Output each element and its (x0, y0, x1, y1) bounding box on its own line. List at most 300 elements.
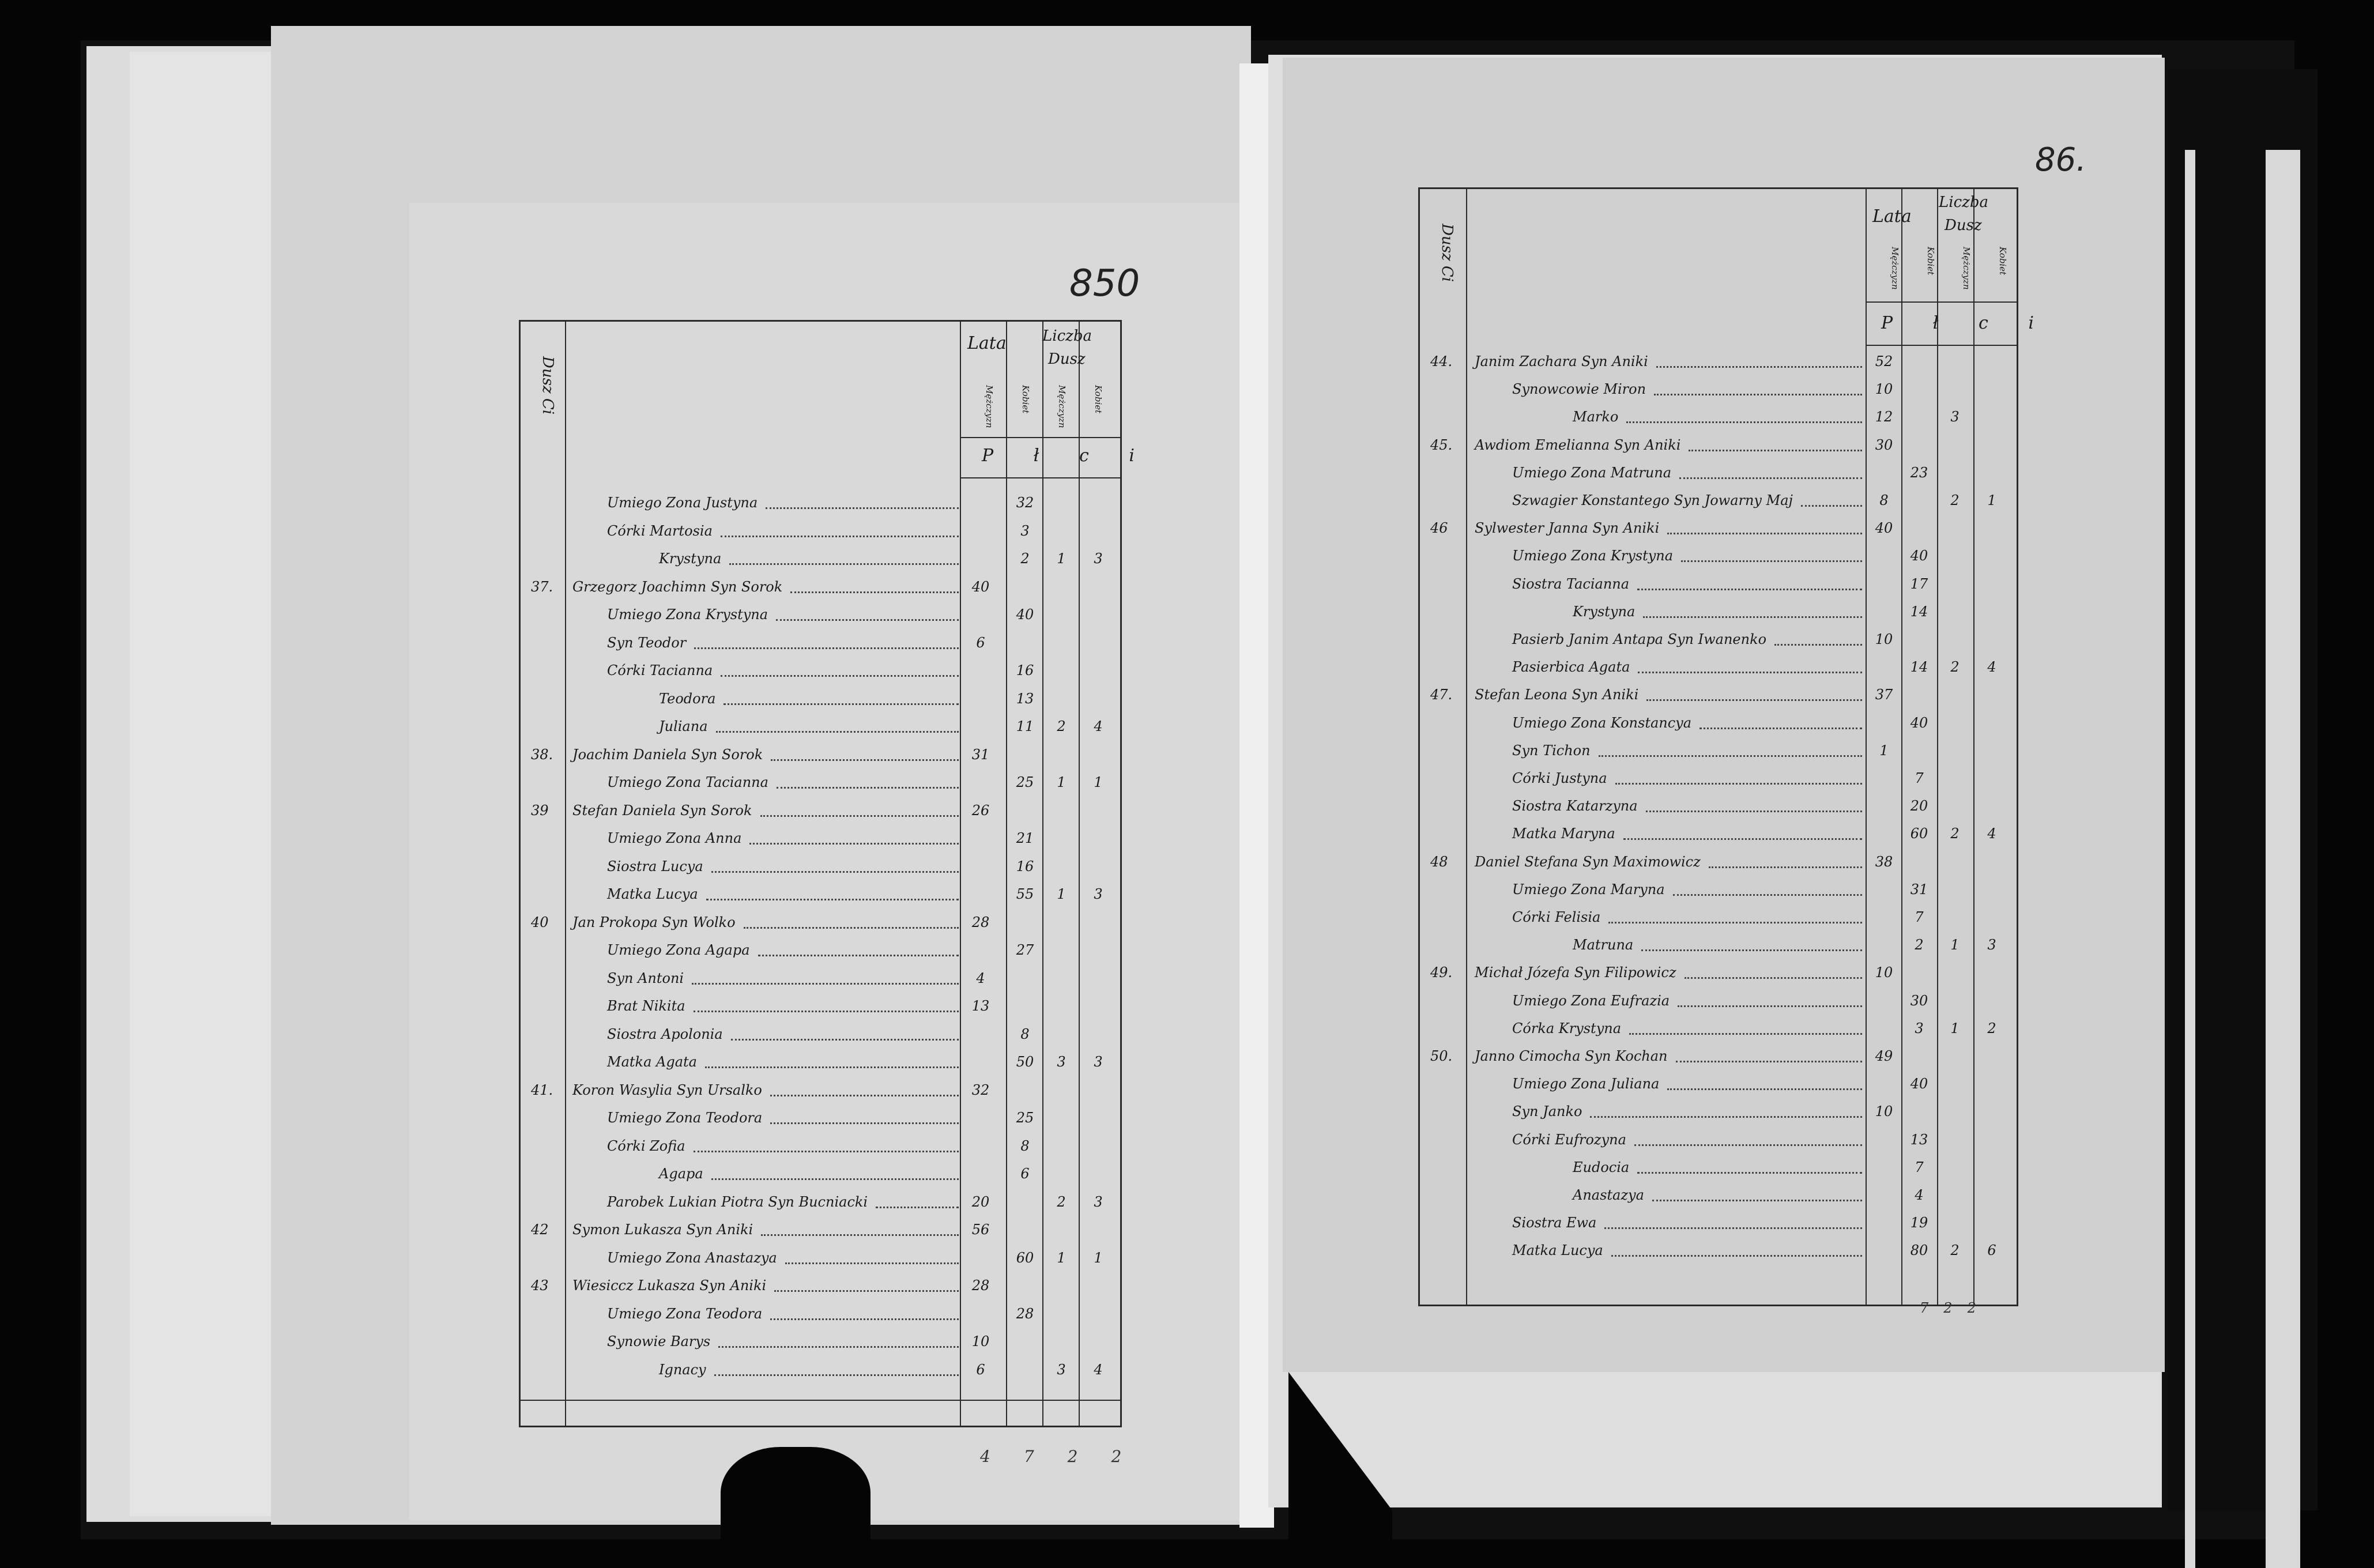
entry-name: Umiego Zona Juliana (1512, 1076, 1660, 1092)
count-cell: 4 (1987, 826, 1996, 842)
entry-name: Symon Lukasza Syn Aniki (572, 1222, 753, 1238)
count-cell: 40 (1875, 520, 1893, 537)
entry-number: 45. (1430, 436, 1453, 453)
ledger-row (521, 635, 1120, 658)
ledger-row (521, 886, 1120, 909)
leader-dots (1679, 465, 1862, 479)
count-cell: 26 (971, 802, 990, 819)
page-edge (2185, 150, 2195, 1568)
count-cell: 7 (1915, 770, 1924, 786)
count-cell: 32 (1016, 495, 1034, 511)
ledger-row (521, 942, 1120, 965)
entry-number: 40 (531, 914, 549, 930)
entry-name: Awdiom Emelianna Syn Aniki (1475, 436, 1681, 453)
leader-dots (1656, 353, 1862, 368)
ledger-row (1420, 409, 2017, 432)
ledger-row (521, 1250, 1120, 1273)
leader-dots (1608, 909, 1862, 924)
leader-dots (705, 1054, 959, 1068)
ledger-row (521, 914, 1120, 937)
count-cell: 10 (1875, 1103, 1893, 1120)
header-dusz: Dusz (1945, 217, 1982, 234)
entry-name: Umiego Zona Teodora (607, 1305, 763, 1322)
count-cell: 56 (971, 1222, 990, 1238)
entry-number: 41. (531, 1081, 553, 1098)
entry-name: Koron Wasylia Syn Ursalko (572, 1081, 762, 1098)
leader-dots (694, 998, 959, 1012)
total-value: 2 (1111, 1447, 1155, 1466)
ledger-row (1420, 742, 2017, 766)
ledger-row (521, 718, 1120, 741)
entry-number: 47. (1430, 687, 1453, 703)
ledger-row (1420, 881, 2017, 904)
entry-name: Siostra Lucya (607, 858, 703, 875)
header-rule (1866, 345, 2017, 346)
ledger-row (521, 1026, 1120, 1049)
leader-dots (1709, 854, 1862, 868)
leader-dots (1676, 1048, 1862, 1062)
entry-name: Teodora (659, 690, 716, 707)
ledger-row (1420, 1103, 2017, 1126)
entry-name: Umiego Zona Krystyna (1512, 548, 1674, 564)
count-cell: 30 (1875, 436, 1893, 453)
leader-dots (776, 606, 959, 621)
entry-name: Umiego Zona Tacianna (607, 774, 768, 790)
header-rule (1866, 301, 2017, 303)
leader-dots (770, 1082, 959, 1096)
right-page-edges (2168, 69, 2318, 1510)
entry-name: Syn Janko (1512, 1103, 1582, 1120)
entry-name: Synowcowie Miron (1512, 381, 1646, 398)
count-cell: 1 (1879, 742, 1889, 759)
entry-name: Córka Krystyna (1512, 1020, 1622, 1036)
leader-dots (1646, 687, 1862, 701)
ledger-row (1420, 826, 2017, 849)
leader-dots (1801, 492, 1862, 507)
leader-dots (706, 886, 959, 900)
ledger-row (521, 830, 1120, 853)
entry-name: Wiesiccz Lukasza Syn Aniki (572, 1277, 767, 1294)
count-cell: 6 (1987, 1242, 1996, 1259)
total-value: 4 (980, 1447, 1024, 1466)
leader-dots (760, 802, 959, 817)
ledger-row (1420, 770, 2017, 793)
leader-dots (1611, 1242, 1862, 1257)
leader-dots (1599, 742, 1862, 757)
entry-name: Siostra Katarzyna (1512, 798, 1638, 815)
count-cell: 50 (1016, 1054, 1034, 1070)
count-cell: 20 (1910, 798, 1928, 815)
header-lata: Lata (1872, 206, 1912, 227)
entry-name: Marko (1573, 409, 1619, 425)
count-cell: 28 (971, 1277, 990, 1294)
header-sub: Mężczyzn (1057, 385, 1067, 428)
count-cell: 3 (1950, 409, 1960, 425)
ledger-row (521, 1166, 1120, 1189)
leader-dots (876, 1194, 959, 1208)
entry-name: Brat Nikita (607, 998, 685, 1014)
header-rule (960, 477, 1120, 478)
count-cell: 7 (1915, 1159, 1924, 1175)
count-cell: 3 (1057, 1054, 1066, 1070)
ledger-row (1420, 381, 2017, 404)
leader-dots (1604, 1215, 1862, 1229)
ledger-row (1420, 353, 2017, 376)
count-cell: 7 (1915, 909, 1924, 925)
entry-name: Matka Agata (607, 1054, 697, 1070)
count-cell: 3 (1057, 1361, 1066, 1378)
count-cell: 1 (1094, 774, 1103, 790)
count-cell: 2 (1020, 551, 1030, 567)
count-cell: 3 (1094, 886, 1103, 902)
count-cell: 4 (1987, 659, 1996, 676)
count-cell: 13 (971, 998, 990, 1014)
leader-dots (1641, 937, 1862, 951)
entry-name: Córki Justyna (1512, 770, 1607, 786)
ledger-row (1420, 854, 2017, 877)
ledger-row (1420, 1132, 2017, 1155)
leader-dots (771, 747, 959, 761)
ledger-row (1420, 576, 2017, 599)
entry-name: Umiego Zona Anastazya (607, 1249, 777, 1266)
entry-number: 37. (531, 578, 553, 595)
leader-dots (1634, 1132, 1862, 1146)
count-cell: 20 (971, 1193, 990, 1210)
leader-dots (1637, 1159, 1862, 1174)
ledger-row (1420, 1242, 2017, 1265)
count-cell: 60 (1910, 826, 1928, 842)
ledger-row (1420, 659, 2017, 682)
entry-name: Umiego Zona Anna (607, 830, 742, 846)
ledger-row (521, 1362, 1120, 1385)
ledger-row (521, 858, 1120, 881)
leader-dots (749, 830, 959, 845)
entry-name: Umiego Zona Agapa (607, 942, 750, 958)
count-cell: 1 (1057, 551, 1066, 567)
count-cell: 10 (1875, 381, 1893, 398)
entry-number: 42 (531, 1222, 549, 1238)
leader-dots (774, 1277, 959, 1292)
leader-dots (729, 551, 959, 565)
ledger-row (1420, 492, 2017, 515)
count-cell: 6 (1020, 1166, 1030, 1182)
left-ledger-table (519, 320, 1152, 1427)
count-cell: 25 (1016, 774, 1034, 790)
entry-name: Janim Zachara Syn Aniki (1475, 353, 1648, 370)
leader-dots (721, 523, 959, 537)
entry-name: Stefan Leona Syn Aniki (1475, 687, 1639, 703)
ledger-row (521, 662, 1120, 685)
folio-number-left: 850 (1069, 262, 1140, 305)
side-label: Dusz Ci (1438, 224, 1456, 282)
ledger-row (1420, 993, 2017, 1016)
entry-name: Umiego Zona Krystyna (607, 606, 768, 623)
entry-name: Krystyna (659, 551, 722, 567)
leader-dots (1667, 1076, 1862, 1090)
entry-name: Umiego Zona Justyna (607, 495, 758, 511)
count-cell: 40 (1910, 1076, 1928, 1092)
entry-name: Agapa (659, 1166, 703, 1182)
count-cell: 1 (1057, 886, 1066, 902)
count-cell: 3 (1915, 1020, 1924, 1036)
leader-dots (1678, 993, 1862, 1007)
header-plec: P ł c i (1881, 313, 2051, 333)
ledger-row (521, 1082, 1120, 1105)
count-cell: 32 (971, 1081, 990, 1098)
entry-number: 38. (531, 746, 553, 763)
entry-name: Anastazya (1573, 1187, 1644, 1203)
total-value: 7 (1920, 1300, 1944, 1316)
right-totals (1920, 1300, 1991, 1316)
ledger-row (1420, 937, 2017, 960)
entry-name: Syn Antoni (607, 970, 684, 986)
count-cell: 28 (1016, 1305, 1034, 1322)
count-cell: 30 (1910, 992, 1928, 1009)
ledger-row (521, 1277, 1120, 1301)
count-cell: 2 (1950, 492, 1960, 508)
entry-name: Joachim Daniela Syn Sorok (572, 746, 763, 763)
right-ledger-table (1418, 187, 2051, 1306)
total-value: 2 (1967, 1300, 1991, 1316)
entry-name: Matka Lucya (607, 886, 698, 902)
ledger-row (1420, 465, 2017, 488)
count-cell: 1 (1950, 1020, 1960, 1036)
entry-name: Siostra Ewa (1512, 1215, 1597, 1231)
count-cell: 1 (1057, 774, 1066, 790)
ledger-row (521, 747, 1120, 770)
count-cell: 4 (1094, 718, 1103, 734)
header-sub: Mężczyzn (1890, 247, 1900, 290)
entry-name: Synowie Barys (607, 1333, 711, 1350)
entry-name: Krystyna (1573, 603, 1636, 620)
count-cell: 12 (1875, 409, 1893, 425)
count-cell: 1 (1094, 1249, 1103, 1266)
count-cell: 3 (1094, 1054, 1103, 1070)
ledger-row (521, 495, 1120, 518)
entry-number: 39 (531, 802, 549, 819)
ledger-row (1420, 1187, 2017, 1210)
count-cell: 60 (1016, 1249, 1034, 1266)
count-cell: 49 (1875, 1048, 1893, 1064)
entry-name: Matka Lucya (1512, 1242, 1603, 1259)
ledger-row (1420, 1215, 2017, 1238)
count-cell: 19 (1910, 1215, 1928, 1231)
entry-name: Umiego Zona Matruna (1512, 464, 1672, 481)
count-cell: 10 (1875, 964, 1893, 981)
count-cell: 10 (1875, 631, 1893, 647)
count-cell: 55 (1016, 886, 1034, 902)
entry-name: Eudocia (1573, 1159, 1630, 1175)
leader-dots (721, 662, 959, 677)
leader-dots (1654, 381, 1862, 395)
leader-dots (714, 1362, 959, 1376)
leader-dots (692, 970, 959, 985)
leader-dots (1638, 659, 1862, 673)
header-rule (960, 437, 1120, 438)
count-cell: 38 (1875, 853, 1893, 870)
leader-dots (731, 1026, 959, 1041)
left-totals (980, 1447, 1155, 1466)
ledger-row (1420, 1020, 2017, 1043)
entry-name: Córki Tacianna (607, 662, 713, 679)
ledger-row (1420, 1048, 2017, 1071)
leader-dots (694, 635, 959, 649)
count-cell: 3 (1094, 551, 1103, 567)
count-cell: 2 (1057, 1193, 1066, 1210)
entry-name: Córki Eufrozyna (1512, 1131, 1626, 1148)
ledger-row (521, 998, 1120, 1021)
leader-dots (790, 579, 959, 593)
header-liczba: Liczba (1042, 327, 1092, 345)
count-cell: 25 (1016, 1110, 1034, 1126)
entry-name: Siostra Apolonia (607, 1026, 723, 1042)
count-cell: 4 (1915, 1187, 1924, 1203)
ledger-row (1420, 604, 2017, 627)
entry-name: Stefan Daniela Syn Sorok (572, 802, 752, 819)
count-cell: 3 (1020, 522, 1030, 539)
ledger-row (521, 691, 1120, 714)
ledger-row (521, 1054, 1120, 1077)
leader-dots (744, 914, 959, 929)
entry-name: Umiego Zona Teodora (607, 1110, 763, 1126)
count-cell: 6 (976, 1361, 985, 1378)
entry-name: Umiego Zona Eufrazia (1512, 992, 1670, 1009)
count-cell: 2 (1950, 826, 1960, 842)
leader-dots (770, 1306, 959, 1320)
leader-dots (1681, 548, 1862, 562)
total-value: 2 (1943, 1300, 1968, 1316)
leader-dots (1643, 604, 1862, 618)
count-cell: 23 (1910, 464, 1928, 481)
count-cell: 8 (1020, 1137, 1030, 1154)
leader-dots (1700, 715, 1862, 729)
count-cell: 8 (1020, 1026, 1030, 1042)
entry-name: Umiego Zona Maryna (1512, 881, 1665, 898)
ledger-row (1420, 1159, 2017, 1182)
page-tear (721, 1447, 871, 1562)
count-cell: 4 (976, 970, 985, 986)
header-sub: Kobiet (1093, 385, 1103, 414)
count-cell: 80 (1910, 1242, 1928, 1259)
leader-dots (711, 1166, 959, 1180)
count-cell: 6 (976, 634, 985, 651)
entry-name: Syn Tichon (1512, 742, 1591, 759)
entry-name: Jan Prokopa Syn Wolko (572, 914, 736, 930)
leader-dots (785, 1250, 959, 1264)
leader-dots (723, 691, 959, 705)
ledger-row (1420, 909, 2017, 932)
entry-name: Ignacy (659, 1361, 706, 1378)
ledger-row (521, 802, 1120, 826)
leader-dots (770, 1110, 959, 1124)
leader-dots (694, 1138, 959, 1152)
count-cell: 16 (1016, 858, 1034, 875)
ledger-row (1420, 964, 2017, 987)
entry-name: Janno Cimocha Syn Kochan (1475, 1048, 1668, 1064)
entry-name: Córki Zofia (607, 1137, 685, 1154)
ledger-row (521, 1138, 1120, 1161)
header-sub: Kobiet (1998, 247, 2008, 276)
count-cell: 8 (1879, 492, 1889, 508)
ledger-row (521, 1222, 1120, 1245)
ledger-row (521, 579, 1120, 602)
leader-dots (1685, 964, 1862, 979)
ledger-row (521, 970, 1120, 993)
leader-dots (1626, 409, 1862, 423)
count-cell: 40 (1910, 714, 1928, 731)
ledger-row (1420, 798, 2017, 821)
entry-number: 46 (1430, 520, 1448, 537)
count-cell: 17 (1910, 575, 1928, 592)
ledger-row (521, 1306, 1120, 1329)
leader-dots (761, 1222, 959, 1236)
count-cell: 28 (971, 914, 990, 930)
ledger-row (521, 606, 1120, 630)
entry-name: Córki Martosia (607, 522, 713, 539)
entry-name: Sylwester Janna Syn Aniki (1475, 520, 1660, 537)
ledger-row (1420, 631, 2017, 654)
count-cell: 2 (1950, 1242, 1960, 1259)
count-cell: 2 (1915, 937, 1924, 953)
entry-name: Michał Józefa Syn Filipowicz (1475, 964, 1676, 981)
ledger-row (521, 1110, 1120, 1133)
count-cell: 40 (1016, 606, 1034, 623)
count-cell: 1 (1987, 492, 1996, 508)
page-edge (2266, 150, 2300, 1568)
side-label: Dusz Ci (539, 356, 556, 415)
entry-name: Pasierb Janim Antapa Syn Iwanenko (1512, 631, 1767, 647)
entry-name: Juliana (659, 718, 708, 734)
leader-dots (1774, 631, 1862, 646)
entry-name: Parobek Lukian Piotra Syn Bucniacki (607, 1193, 868, 1210)
header-sub: Mężczyzn (1961, 247, 1972, 290)
leader-dots (711, 858, 959, 873)
entry-name: Umiego Zona Konstancya (1512, 714, 1692, 731)
count-cell: 14 (1910, 603, 1928, 620)
entry-name: Siostra Tacianna (1512, 575, 1630, 592)
count-cell: 4 (1094, 1361, 1103, 1378)
ledger-row (521, 1194, 1120, 1217)
entry-name: Grzegorz Joachimn Syn Sorok (572, 578, 783, 595)
leader-dots (1615, 770, 1862, 785)
ledger-row (521, 1333, 1120, 1356)
count-cell: 14 (1910, 659, 1928, 676)
count-cell: 52 (1875, 353, 1893, 370)
header-sub: Kobiet (1020, 385, 1031, 414)
count-cell: 31 (1910, 881, 1928, 898)
ledger-row (521, 551, 1120, 574)
count-cell: 21 (1016, 830, 1034, 846)
leader-dots (777, 774, 959, 789)
entry-name: Daniel Stefana Syn Maximowicz (1475, 853, 1701, 870)
header-sub: Kobiet (1925, 247, 1936, 276)
ledger-row (1420, 520, 2017, 543)
entry-number: 49. (1430, 964, 1453, 981)
count-cell: 3 (1094, 1193, 1103, 1210)
leader-dots (1646, 798, 1862, 812)
ledger-row (1420, 1076, 2017, 1099)
count-cell: 40 (1910, 548, 1928, 564)
count-cell: 2 (1057, 718, 1066, 734)
entry-number: 50. (1430, 1048, 1453, 1064)
leader-dots (1652, 1187, 1862, 1201)
entry-number: 48 (1430, 853, 1448, 870)
header-lata: Lata (967, 333, 1007, 353)
count-cell: 16 (1016, 662, 1034, 679)
leader-dots (758, 942, 959, 956)
ledger-row (521, 774, 1120, 797)
entry-name: Syn Teodor (607, 634, 687, 651)
